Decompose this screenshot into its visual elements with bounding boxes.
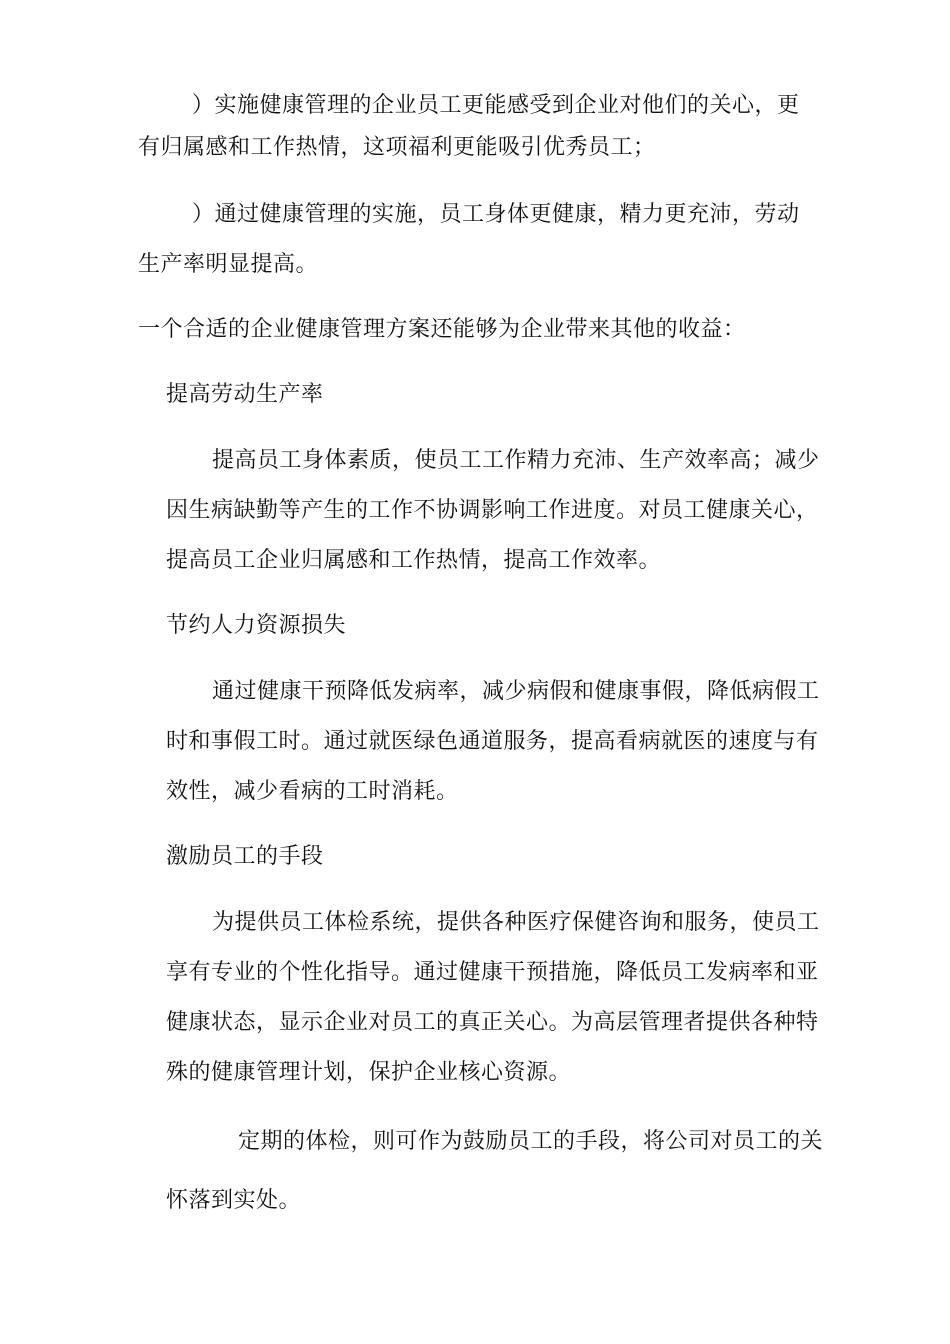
closing-line1: 定期的体检，则可作为鼓励员工的手段，将公司对员工的关: [238, 1129, 824, 1154]
section3-line4: 殊的健康管理计划，保护企业核心资源。: [166, 1060, 572, 1085]
closing-line2: 怀落到实处。: [166, 1188, 302, 1213]
section1-line1: 提高员工身体素质，使员工工作精力充沛、生产效率高；减少: [212, 448, 820, 473]
section2-line3: 效性，减少看病的工时消耗。: [166, 779, 459, 804]
para1-line1: ）实施健康管理的企业员工更能感受到企业对他们的关心，更: [192, 93, 800, 118]
section3-line3: 健康状态，显示企业对员工的真正关心。为高层管理者提供各种特: [166, 1010, 819, 1035]
para1-line2: 有归属感和工作热情，这项福利更能吸引优秀员工；: [138, 135, 656, 160]
para2-line2: 生产率明显提高。: [138, 252, 319, 277]
section2-line2: 时和事假工时。通过就医绿色通道服务，提高看病就医的速度与有: [166, 729, 819, 754]
section1-heading: 提高劳动生产率: [166, 382, 324, 407]
para2-line1: ）通过健康管理的实施，员工身体更健康，精力更充沛，劳动: [192, 202, 800, 227]
section3-heading: 激励员工的手段: [166, 844, 324, 869]
section1-line2: 因生病缺勤等产生的工作不协调影响工作进度。对员工健康关心，: [166, 498, 819, 523]
section3-line1: 为提供员工体检系统，提供各种医疗保健咨询和服务，使员工: [212, 910, 820, 935]
section2-heading: 节约人力资源损失: [166, 613, 347, 638]
section2-line1: 通过健康干预降低发病率，减少病假和健康事假，降低病假工: [212, 679, 820, 704]
intro-text: 一个合适的企业健康管理方案还能够为企业带来其他的收益：: [138, 317, 746, 342]
section1-line3: 提高员工企业归属感和工作热情，提高工作效率。: [166, 548, 662, 573]
section3-line2: 享有专业的个性化指导。通过健康干预措施，降低员工发病率和亚: [166, 960, 819, 985]
